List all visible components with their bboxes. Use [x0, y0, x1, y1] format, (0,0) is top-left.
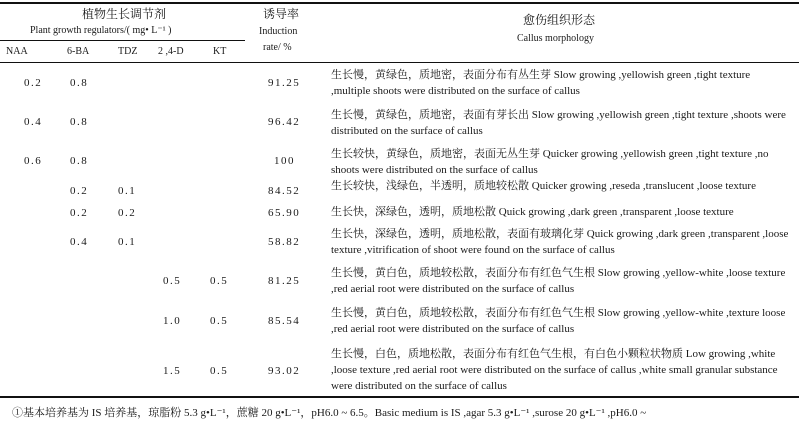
row3-rate: 100: [274, 155, 295, 167]
row9-desc-cn: 生长慢，白色，质地松散，表面分布有红色气生根，有白色小颗粒状物质: [331, 347, 683, 360]
row8-24d: 1.0: [163, 315, 182, 327]
induction-title-cn: 诱导率: [263, 7, 300, 21]
table-bottom-rule: [0, 396, 799, 398]
callus-title-cn: 愈伤组织形态: [523, 13, 596, 27]
row1-desc-en: Slow growing ,yellowish green ,tight texture ,multiple shoots were distributed on the surface of callus: [331, 69, 751, 97]
row8-rate: 85.54: [268, 315, 301, 327]
row4-rate: 84.52: [268, 185, 301, 197]
row8-kt: 0.5: [210, 315, 229, 327]
pgr-header-rule: [0, 40, 245, 41]
row5-desc-cn: 生长快，深绿色，透明，质地松散: [331, 205, 496, 218]
row4-desc-cn: 生长较快，浅绿色，半透明，质地较松散: [331, 179, 529, 192]
row4-tdz: 0.1: [118, 185, 137, 197]
row7-rate: 81.25: [268, 275, 301, 287]
row3-desc-cn: 生长较快，黄绿色，质地密，表面无丛生芽: [331, 147, 540, 160]
row5-6ba: 0.2: [70, 207, 89, 219]
row4-desc-en: Quicker growing ,reseda ,translucent ,loose texture: [529, 180, 756, 192]
col-header-kt: KT: [213, 46, 227, 57]
row6-tdz: 0.1: [118, 236, 137, 248]
row3-desc-en: Quicker growing ,yellowish green ,tight texture ,no shoots were distributed on the surface of callus: [331, 148, 769, 176]
row6-desc-cn: 生长快，深绿色，透明，质地松散，表面有玻璃化芽: [331, 227, 584, 240]
row4-desc: [331, 178, 791, 194]
row6-6ba: 0.4: [70, 236, 89, 248]
row3-desc: [331, 146, 791, 178]
col-header-tdz: TDZ: [118, 46, 138, 57]
row1-desc: [331, 67, 791, 99]
row1-6ba: 0.8: [70, 77, 89, 89]
row5-tdz: 0.2: [118, 207, 137, 219]
col-header-naa: NAA: [6, 46, 28, 57]
row5-rate: 65.90: [268, 207, 301, 219]
col-header-24d: 2 ,4-D: [158, 46, 184, 57]
row1-desc-cn: 生长慢，黄绿色，质地密，表面分布有丛生芽: [331, 68, 551, 81]
row2-naa: 0.4: [24, 116, 43, 128]
pgr-title-en: Plant growth regulators/( mg• L⁻¹ ): [30, 25, 172, 36]
induction-title-en-2: rate/ %: [263, 42, 292, 53]
row2-rate: 96.42: [268, 116, 301, 128]
row7-desc: [331, 265, 791, 297]
row2-desc-cn: 生长慢，黄绿色，质地密，表面有芽长出: [331, 108, 529, 121]
row7-desc-cn: 生长慢，黄白色，质地较松散，表面分布有红色气生根: [331, 266, 595, 279]
footnote: ①基本培养基为 IS 培养基，琼脂粉 5.3 g•L⁻¹，蔗糖 20 g•L⁻¹，pH6.0 ~ 6.5。Basic medium is IS ,agar 5.3 g•L⁻¹ ,surose 20 g•L⁻¹ ,pH6.0 ~: [12, 407, 647, 419]
row1-naa: 0.2: [24, 77, 43, 89]
row6-rate: 58.82: [268, 236, 301, 248]
row6-desc: [331, 226, 791, 258]
row9-desc: [331, 346, 791, 394]
row5-desc-en: Quick growing ,dark green ,transparent ,loose texture: [496, 206, 734, 218]
row5-desc: [331, 204, 791, 220]
row1-rate: 91.25: [268, 77, 301, 89]
row9-kt: 0.5: [210, 365, 229, 377]
callus-title-en: Callus morphology: [517, 33, 594, 44]
row2-6ba: 0.8: [70, 116, 89, 128]
row8-desc-en: Slow growing ,yellow-white ,texture loose ,red aerial root were distributed on the surface of callus: [331, 307, 786, 335]
row4-6ba: 0.2: [70, 185, 89, 197]
pgr-title-cn: 植物生长调节剂: [82, 7, 167, 21]
row8-desc: [331, 305, 791, 337]
row6-desc-en: Quick growing ,dark green ,transparent ,loose texture ,vitrification of shoot were found on the surface of callus: [331, 228, 789, 256]
row2-desc-en: Slow growing ,yellowish green ,tight texture ,shoots were distributed on the surface of callus: [331, 109, 786, 137]
row9-24d: 1.5: [163, 365, 182, 377]
row2-desc: [331, 107, 791, 139]
row7-24d: 0.5: [163, 275, 182, 287]
row9-rate: 93.02: [268, 365, 301, 377]
row7-kt: 0.5: [210, 275, 229, 287]
header-bottom-rule: [0, 62, 799, 63]
row3-6ba: 0.8: [70, 155, 89, 167]
row9-desc-en: Low growing ,white ,loose texture ,red aerial root were distributed on the surface of callus ,white small granular substance were distributed on the surface of callus: [331, 348, 778, 392]
row7-desc-en: Slow growing ,yellow-white ,loose texture ,red aerial root were distributed on the surface of callus: [331, 267, 786, 295]
row3-naa: 0.6: [24, 155, 43, 167]
row8-desc-cn: 生长慢，黄白色，质地较松散，表面分布有红色气生根: [331, 306, 595, 319]
table-top-rule: [0, 2, 799, 4]
col-header-6ba: 6-BA: [67, 46, 90, 57]
induction-title-en-1: Induction: [259, 26, 298, 37]
